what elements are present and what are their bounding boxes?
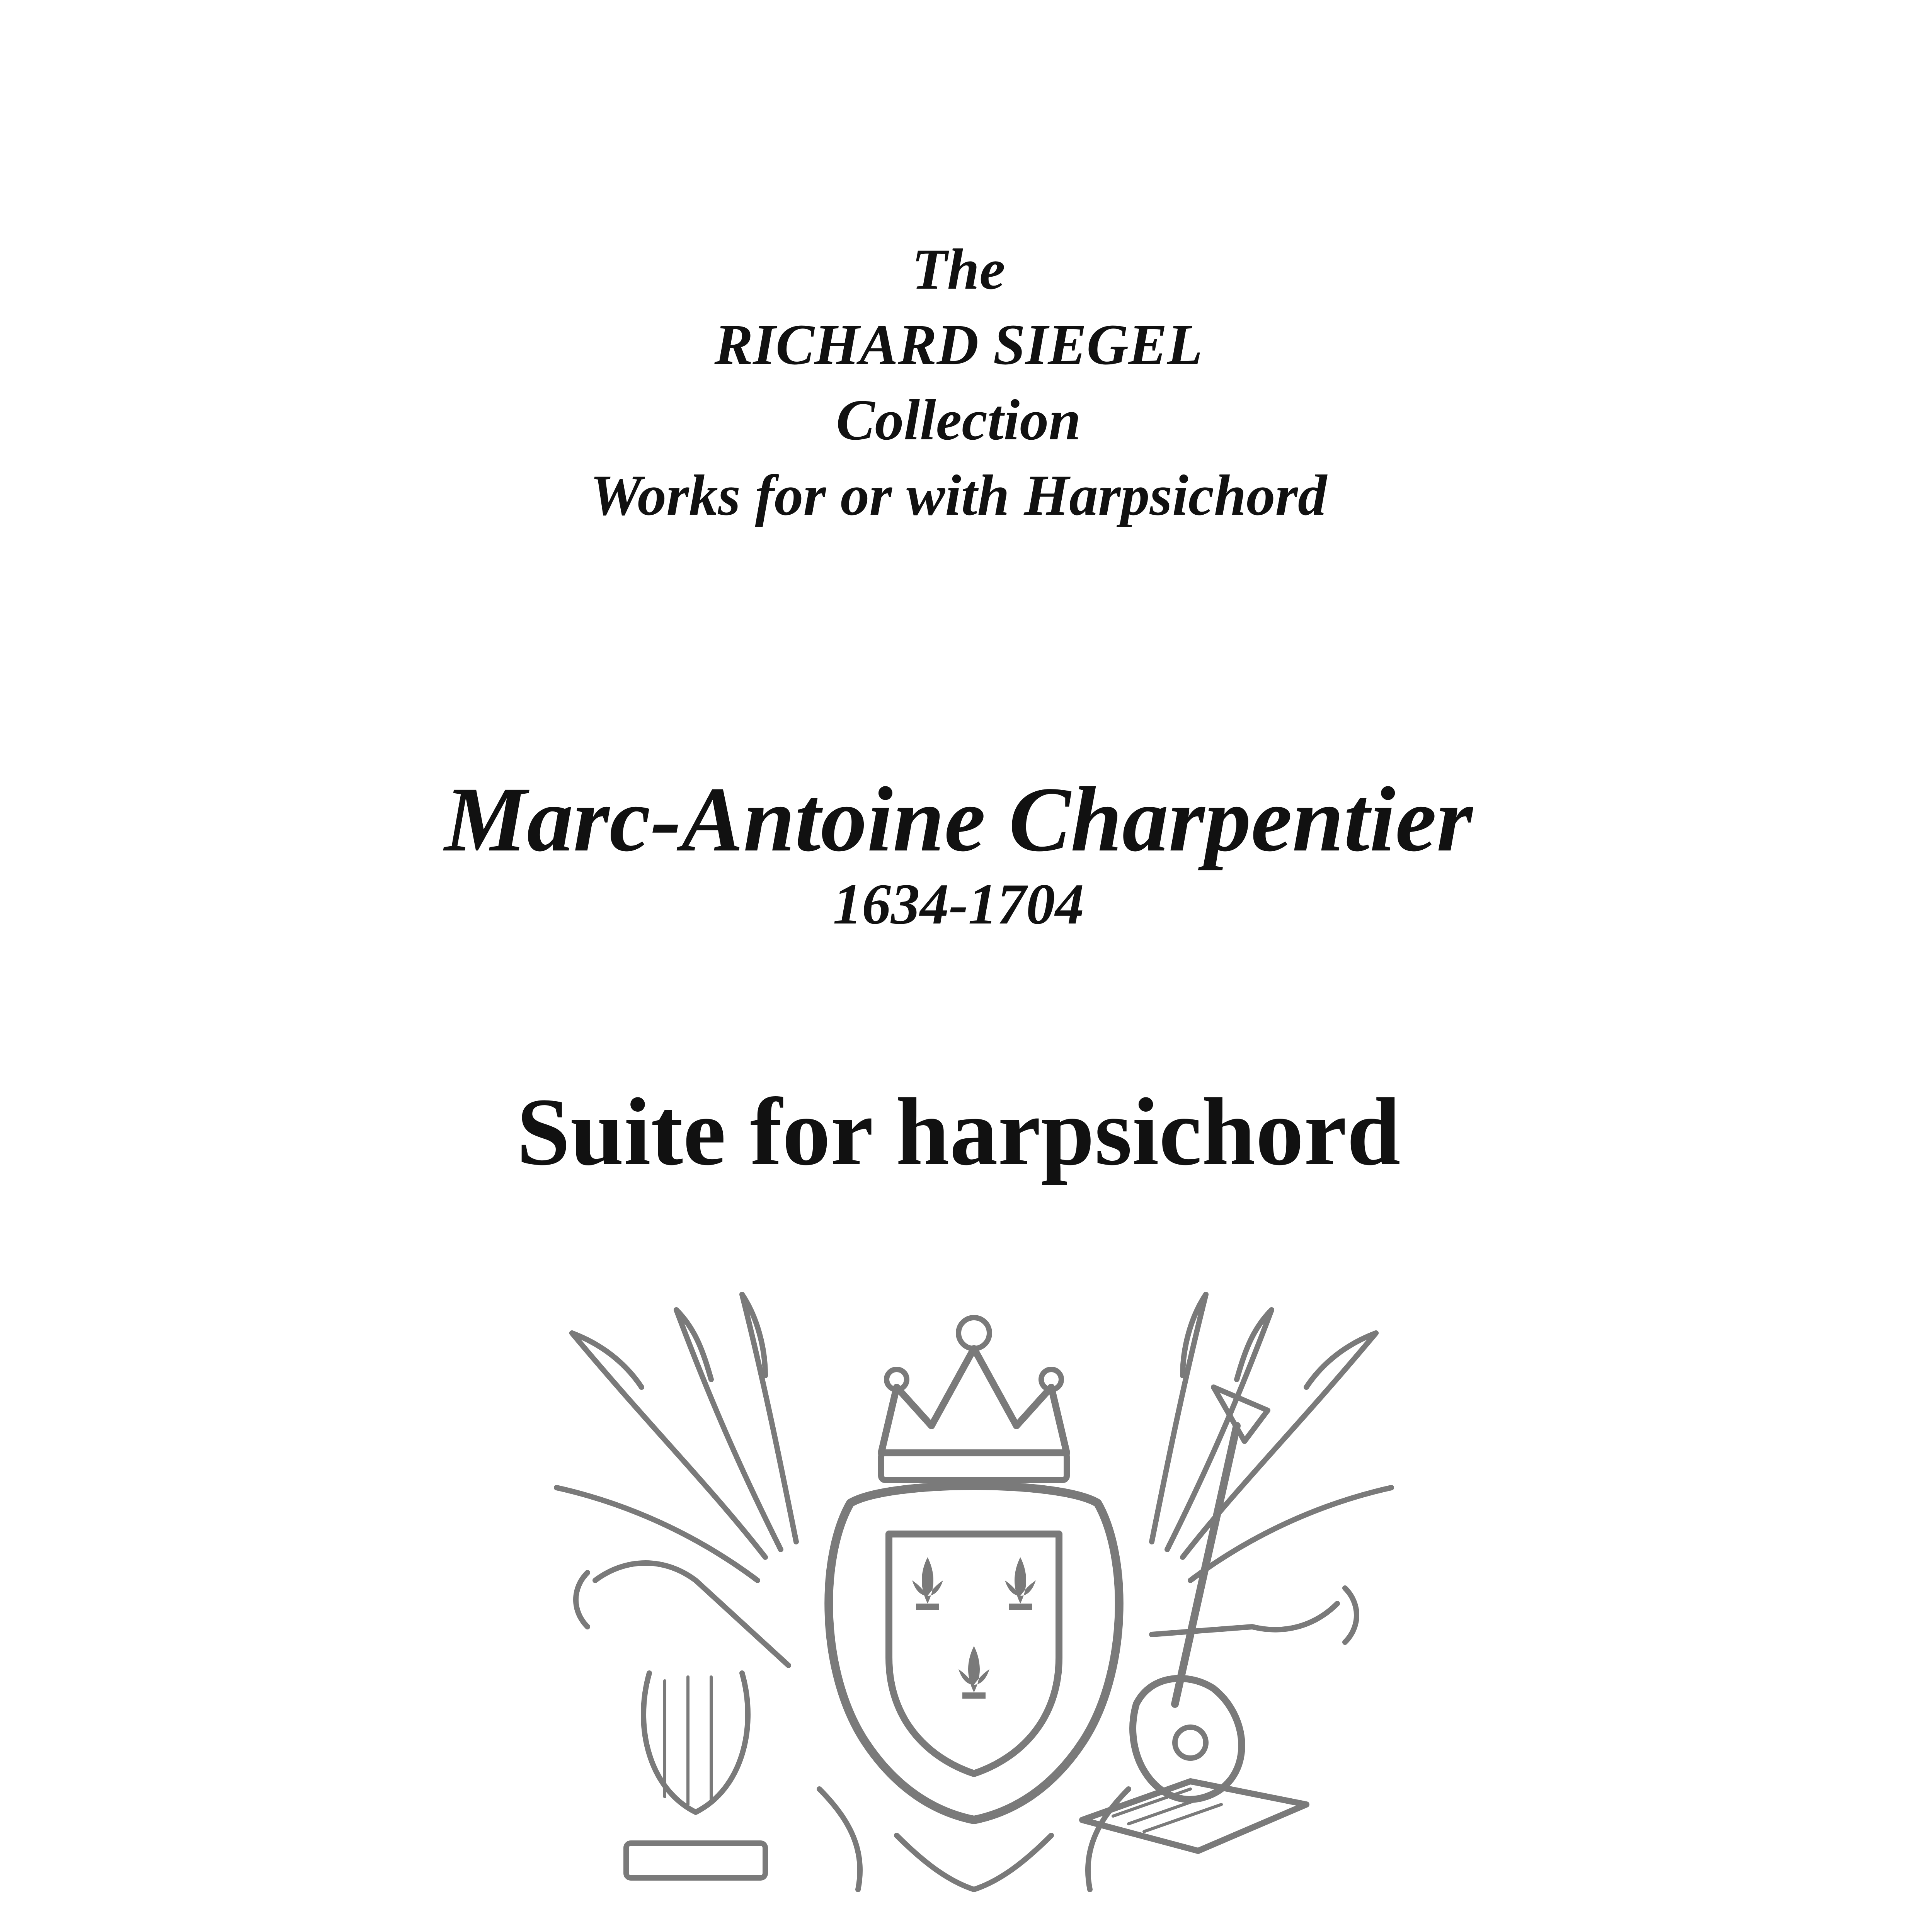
royal-coat-of-arms-icon xyxy=(549,1287,1399,1913)
collection-line: The xyxy=(912,237,1005,301)
collection-line: RICHARD SIEGEL xyxy=(714,313,1203,377)
composer-dates: 1634-1704 xyxy=(833,872,1084,936)
work-title: Suite for harpsichord xyxy=(516,1078,1401,1185)
collection-line: Works for or with Harpsichord xyxy=(590,463,1327,527)
collection-line: Collection xyxy=(836,388,1081,452)
composer-name: Marc-Antoine Charpentier xyxy=(444,768,1473,871)
collection-header xyxy=(0,232,1917,533)
